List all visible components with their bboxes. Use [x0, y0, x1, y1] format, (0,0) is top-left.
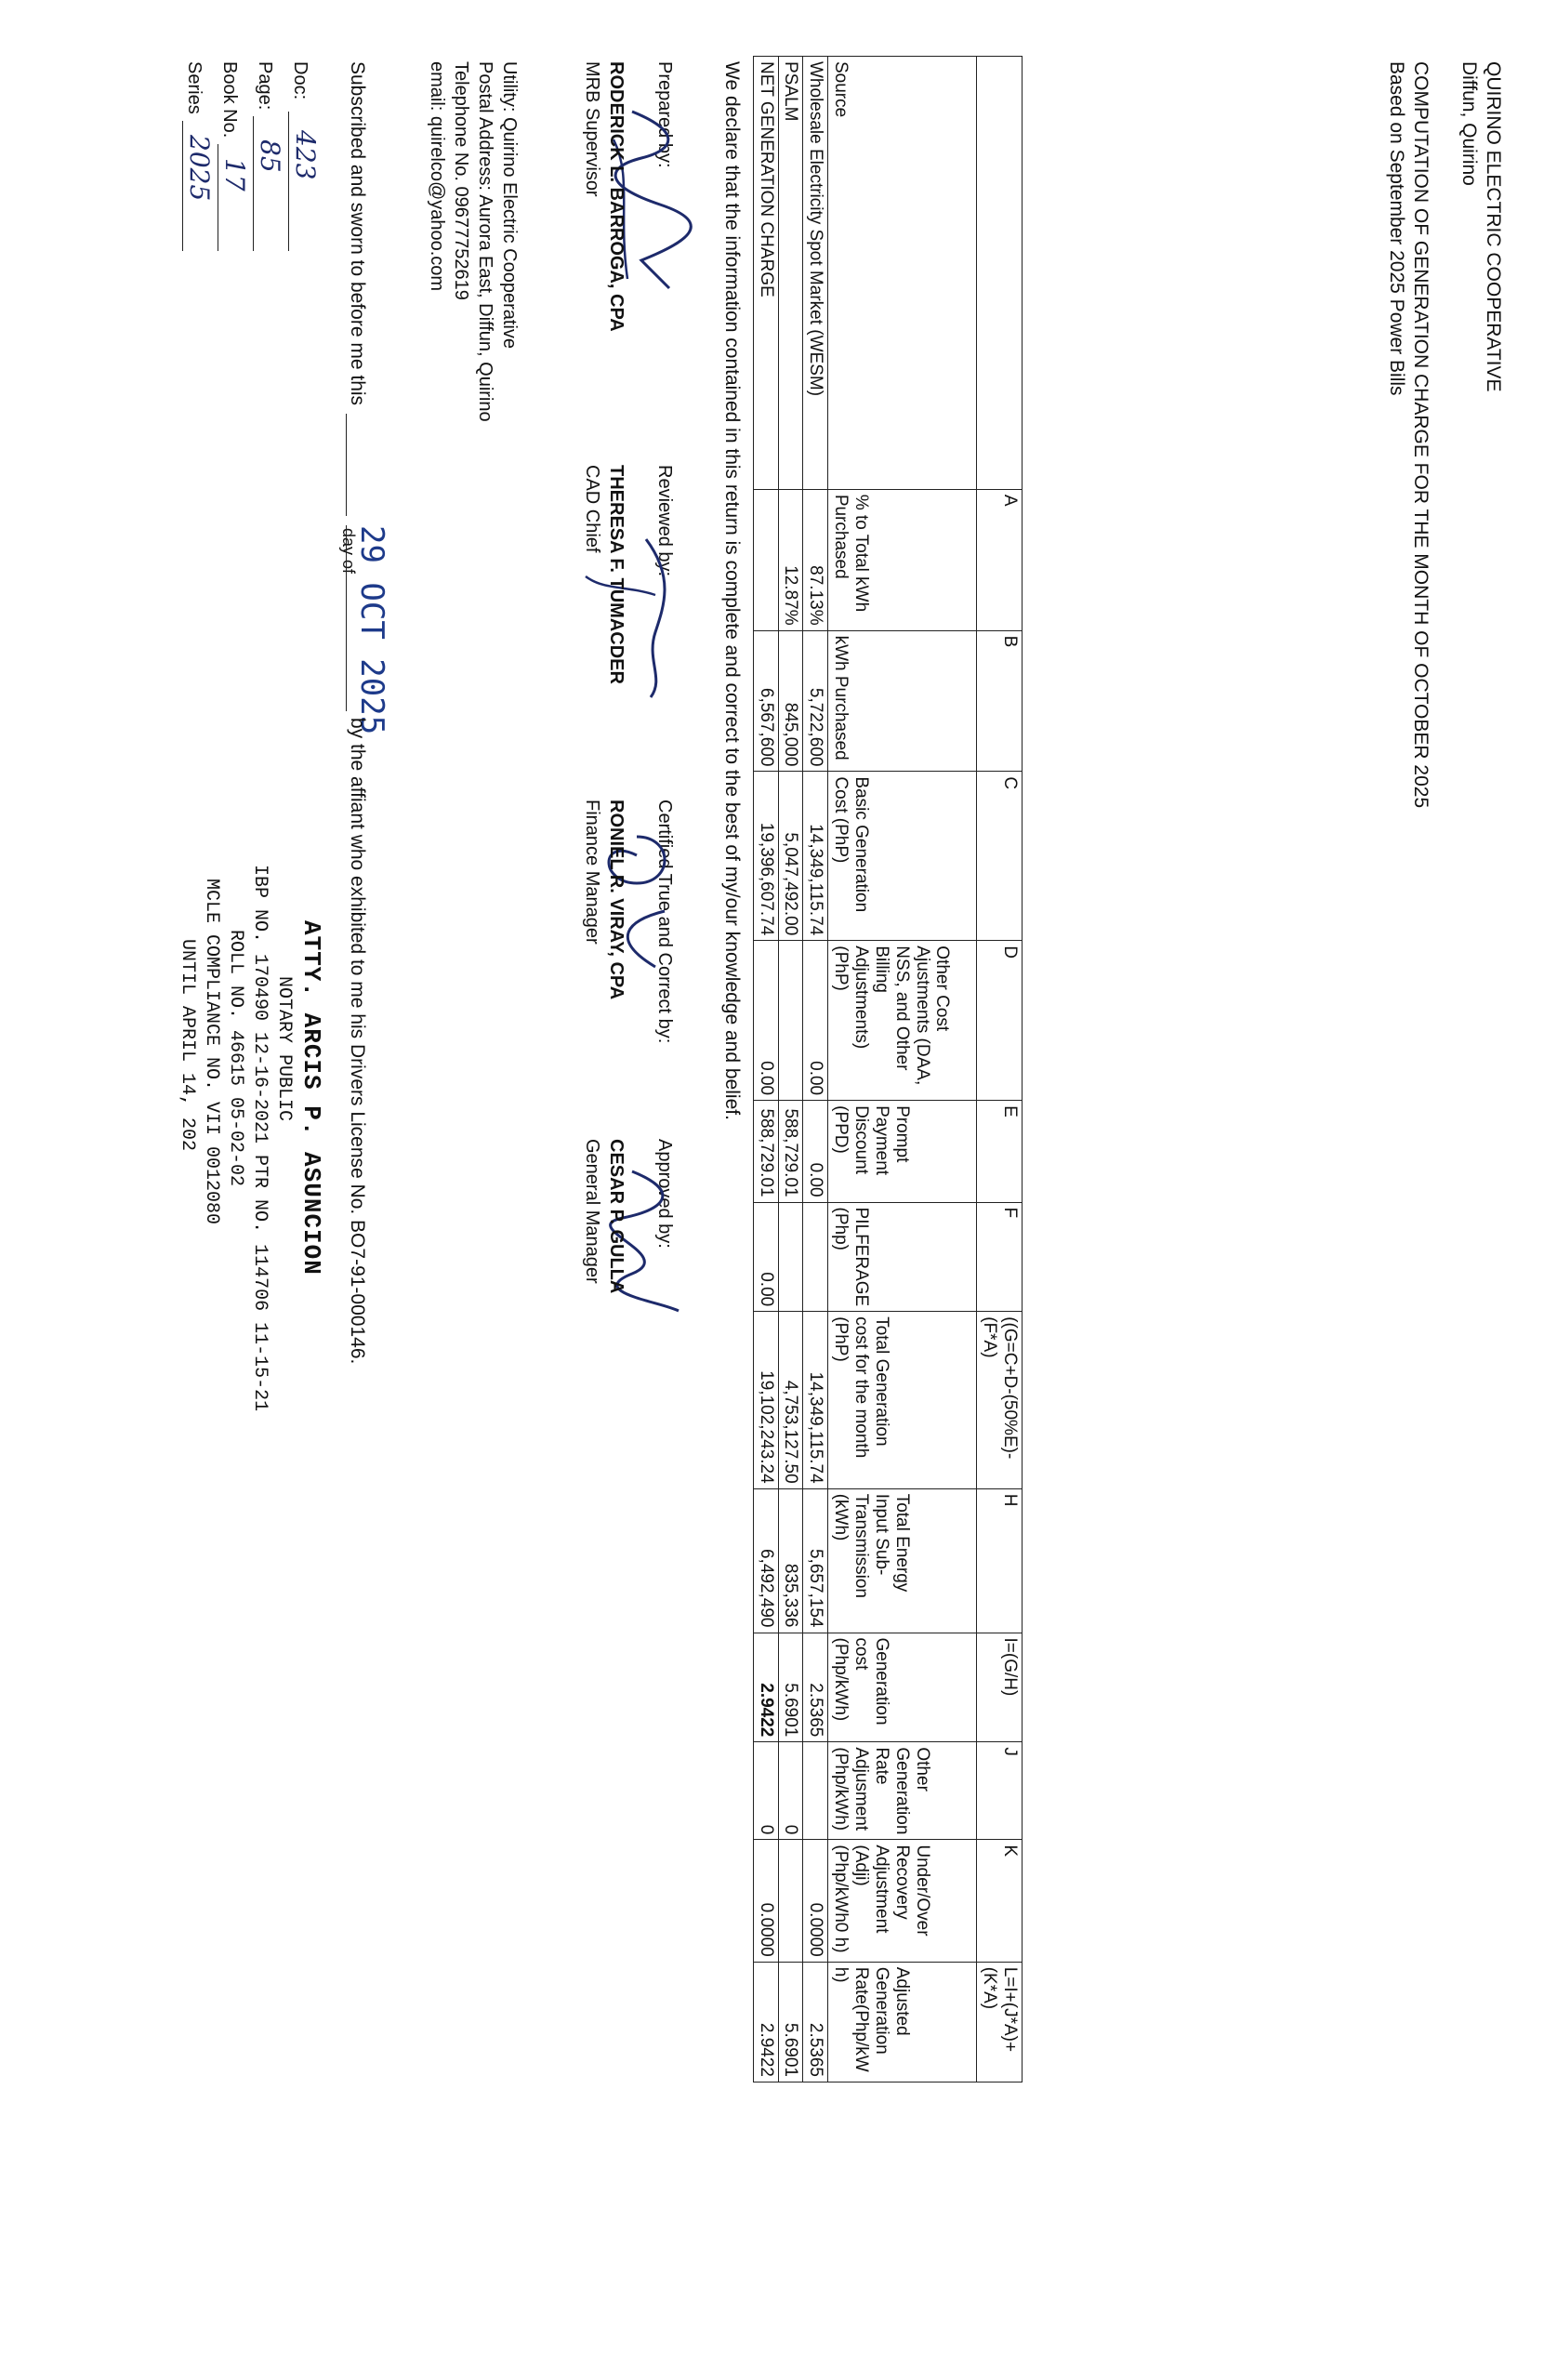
table-cell: PSALM: [778, 57, 803, 490]
utility-name: Utility: Quirino Electric Cooperative: [499, 61, 520, 349]
column-header: Basic Generation Cost (PhP): [828, 772, 977, 941]
table-cell: 14,349,115.74: [803, 772, 828, 941]
column-letter: L=I+(J*A)+(K*A): [977, 1962, 1023, 2082]
jurat-date-stamp: 29 OCT 2025: [353, 525, 390, 735]
book-label: Book No.: [219, 61, 240, 139]
column-letter: H: [977, 1488, 1023, 1633]
jurat-text-end: by the affiant who exhibited to me his Drivers License No. BO7-91-000146.: [347, 718, 368, 1365]
notary-title: NOTARY PUBLIC: [273, 976, 295, 1122]
column-header: Source: [828, 57, 977, 490]
table-cell: 14,349,115.74: [803, 1312, 828, 1488]
table-row: [803, 57, 828, 2082]
table-cell: 5,047,492.00: [778, 772, 803, 941]
table-cell: 0: [753, 1742, 778, 1840]
table-cell: 835,336: [778, 1488, 803, 1633]
doc-label: Doc:: [290, 61, 310, 100]
column-letter: J: [977, 1742, 1023, 1840]
utility-telephone: Telephone No. 09677752619: [451, 61, 471, 300]
table-cell: [803, 1202, 828, 1312]
reviewed-by-name: THERESA F. TUMACDER: [606, 465, 627, 684]
generation-charge-table: [753, 56, 1023, 2082]
table-cell: [778, 1202, 803, 1312]
column-header: PILFERAGE (Php): [828, 1202, 977, 1312]
table-cell: 2.5365: [803, 1633, 828, 1742]
table-cell: 0.00: [753, 941, 778, 1101]
org-location: Diffun, Quirino: [1458, 61, 1480, 186]
notary-name: ATTY. ARCIS P. ASUNCION: [297, 920, 325, 1276]
table-cell: 5,657,154: [803, 1488, 828, 1633]
page-value: 85: [255, 139, 285, 173]
table-cell: 0.00: [803, 1101, 828, 1202]
table-cell: 588,729.01: [778, 1101, 803, 1202]
column-letter-row: [977, 57, 1023, 2082]
table-cell: 0.00: [803, 941, 828, 1101]
approved-by-name: CESAR P. GULLA: [606, 1139, 627, 1294]
column-header: Other Generation Rate Adjusment (Php/kWh): [828, 1742, 977, 1840]
page-label: Page:: [255, 61, 275, 111]
certified-by-label: Certified True and Correct by:: [654, 800, 675, 1044]
table-cell: Wholesale Electricity Spot Market (WESM): [803, 57, 828, 490]
table-cell: 5.6901: [778, 1633, 803, 1742]
column-header: % to Total kWh Purchased: [828, 489, 977, 630]
table-cell: 6,492,490: [753, 1488, 778, 1633]
column-letter: E: [977, 1101, 1023, 1202]
column-letter: F: [977, 1202, 1023, 1312]
jurat-day-of: day of: [339, 528, 358, 575]
utility-address: Postal Address: Aurora East, Diffun, Quirino: [475, 61, 495, 422]
table-cell: [803, 1742, 828, 1840]
table-cell: 845,000: [778, 630, 803, 772]
table-cell: 588,729.01: [753, 1101, 778, 1202]
table-row: [778, 57, 803, 2082]
jurat-date-line: [346, 525, 347, 711]
column-header-row: [828, 57, 977, 2082]
table-cell: [753, 489, 778, 630]
table-cell: 2.5365: [803, 1962, 828, 2082]
column-letter: K: [977, 1840, 1023, 1962]
org-name: QUIRINO ELECTRIC COOPERATIVE: [1483, 61, 1504, 392]
column-header: Other Cost Ajustments (DAA, NSS, and Other Billing Adjustments) (PhP): [828, 941, 977, 1101]
table-cell: 19,102,243.24: [753, 1312, 778, 1488]
prepared-by-label: Prepared by:: [654, 61, 675, 168]
jurat-blank: [346, 414, 347, 516]
reviewed-by-title: CAD Chief: [582, 465, 602, 553]
notary-ibp: IBP NO. 170490 12-16-2021 PTR NO. 114706 11-15-21: [249, 865, 270, 1412]
column-header: Adjusted Generation Rate(Php/kW h): [828, 1962, 977, 2082]
column-letter: B: [977, 630, 1023, 772]
table-cell: NET GENERATION CHARGE: [753, 57, 778, 490]
approved-by-label: Approved by:: [654, 1139, 675, 1249]
series-label: Series: [184, 61, 205, 114]
table-cell: [778, 941, 803, 1101]
table-row: [753, 57, 778, 2082]
column-letter: [977, 57, 1023, 490]
series-value: 2025: [184, 135, 215, 202]
table-cell: 0: [778, 1742, 803, 1840]
doc-value: 423: [290, 130, 321, 180]
table-cell: 12.87%: [778, 489, 803, 630]
table-cell: 5,722,600: [803, 630, 828, 772]
book-value: 17: [219, 158, 250, 192]
document-subtitle: Based on September 2025 Power Bills: [1386, 61, 1407, 396]
table-cell: 87.13%: [803, 489, 828, 630]
certified-by-title: Finance Manager: [582, 800, 602, 945]
column-header: Under/Over Recovery Adjustment (Adji) (Php/kWh0 h): [828, 1840, 977, 1962]
column-header: Total Generation cost for the month (PhP): [828, 1312, 977, 1488]
declaration-text: We declare that the information contained in this return is complete and correct to the best of my/our knowledge and belief.: [721, 61, 743, 1120]
utility-email: email: quirelco@yahoo.com: [427, 61, 447, 292]
table-cell: 2.9422: [753, 1962, 778, 2082]
table-cell: 4,753,127.50: [778, 1312, 803, 1488]
table-cell: [778, 1840, 803, 1962]
column-header: Total Energy Input Sub-Transmission (kWh): [828, 1488, 977, 1633]
column-letter: C: [977, 772, 1023, 941]
table-cell: 0.00: [753, 1202, 778, 1312]
notary-roll: ROLL NO. 46615 05-02-02: [225, 930, 246, 1187]
notary-mcle: MCLE COMPLIANCE NO. VII 0012080: [201, 879, 222, 1225]
notary-until: UNTIL APRIL 14, 202: [177, 939, 198, 1152]
table-cell: 2.9422: [753, 1633, 778, 1742]
prepared-by-name: RODERICK L. BARROGA, CPA: [606, 61, 627, 332]
column-letter: D: [977, 941, 1023, 1101]
column-letter: I=(G/H): [977, 1633, 1023, 1742]
document-title: COMPUTATION OF GENERATION CHARGE FOR THE MONTH OF OCTOBER 2025: [1410, 61, 1432, 809]
table-cell: 0.0000: [803, 1840, 828, 1962]
approved-by-title: General Manager: [582, 1139, 602, 1284]
table-cell: 5.6901: [778, 1962, 803, 2082]
column-letter: ((G=C+D-(50%E)-(F*A): [977, 1312, 1023, 1488]
prepared-by-title: MRB Supervisor: [582, 61, 602, 197]
table-cell: 0.0000: [753, 1840, 778, 1962]
column-header: kWh Purchased: [828, 630, 977, 772]
reviewed-by-label: Reviewed by:: [654, 465, 675, 577]
jurat-text-start: Subscribed and sworn to before me this: [347, 61, 368, 406]
table-cell: 19,396,607.74: [753, 772, 778, 941]
table-cell: 6,567,600: [753, 630, 778, 772]
column-header: Prompt Payment Discount (PPD): [828, 1101, 977, 1202]
column-header: Generation cost (Php/kWh): [828, 1633, 977, 1742]
certified-by-name: RONIEL R. VIRAY, CPA: [606, 800, 627, 1000]
column-letter: A: [977, 489, 1023, 630]
